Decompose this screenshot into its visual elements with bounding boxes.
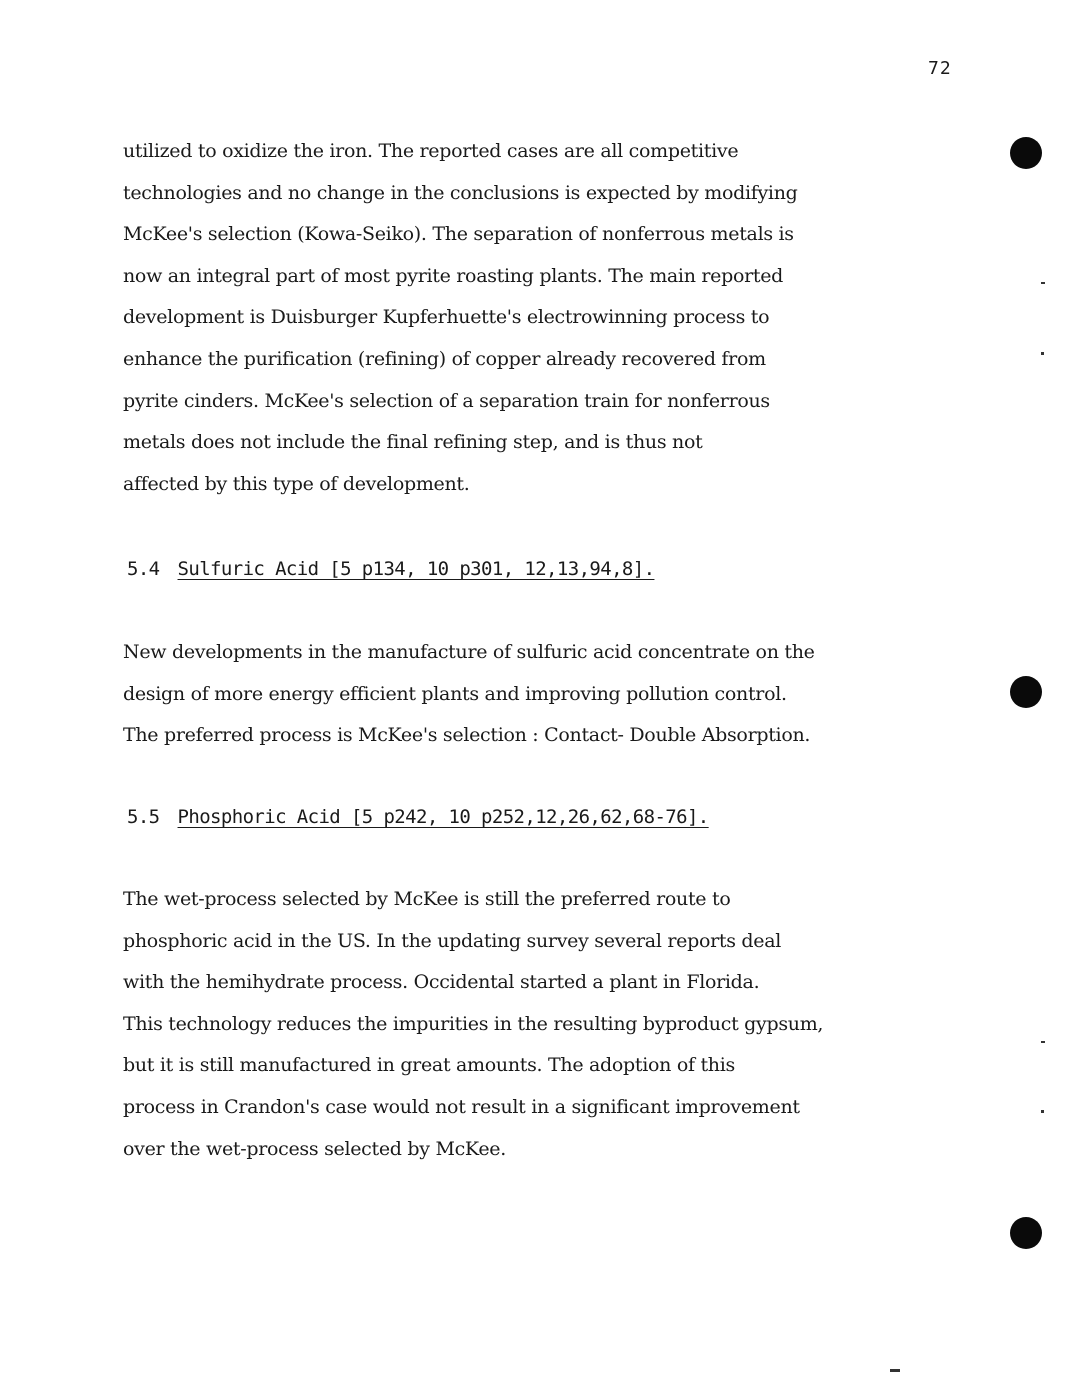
text-line: metals does not include the final refining step, and is thus not bbox=[123, 431, 703, 454]
section-title: Sulfuric Acid [5 p134, 10 p301, 12,13,94,8]. bbox=[177, 558, 655, 580]
scan-speck bbox=[890, 1369, 900, 1372]
text-line: The preferred process is McKee's selection : Contact- Double Absorption. bbox=[123, 724, 811, 747]
punch-hole-top bbox=[1010, 137, 1042, 169]
scan-speck bbox=[1041, 352, 1044, 355]
text-line: technologies and no change in the conclusions is expected by modifying bbox=[123, 181, 798, 204]
punch-hole-bottom bbox=[1010, 1217, 1042, 1249]
section-title: Phosphoric Acid [5 p242, 10 p252,12,26,62,68-76]. bbox=[177, 806, 709, 828]
paragraph-sulfuric-acid bbox=[123, 632, 903, 757]
scan-speck bbox=[1041, 1041, 1045, 1043]
text-line: phosphoric acid in the US. In the updating survey several reports deal bbox=[123, 929, 782, 952]
text-line: process in Crandon's case would not result in a significant improvement bbox=[123, 1095, 800, 1118]
text-line: This technology reduces the impurities in the resulting byproduct gypsum, bbox=[123, 1012, 824, 1035]
text-line: pyrite cinders. McKee's selection of a separation train for nonferrous bbox=[123, 389, 770, 412]
section-heading-phosphoric-acid bbox=[127, 802, 709, 832]
scan-speck bbox=[1041, 282, 1045, 284]
text-line: enhance the purification (refining) of copper already recovered from bbox=[123, 347, 766, 370]
scan-speck bbox=[1041, 1110, 1044, 1113]
section-heading-sulfuric-acid bbox=[127, 554, 654, 584]
text-line: utilized to oxidize the iron. The reported cases are all competitive bbox=[123, 140, 739, 162]
text-line: design of more energy efficient plants and improving pollution control. bbox=[123, 682, 787, 705]
text-line: now an integral part of most pyrite roasting plants. The main reported bbox=[123, 264, 784, 287]
text-line: The wet-process selected by McKee is still the preferred route to bbox=[123, 888, 731, 910]
text-line: New developments in the manufacture of sulfuric acid concentrate on the bbox=[123, 641, 815, 663]
page-number: 72 bbox=[928, 58, 952, 79]
text-line: over the wet-process selected by McKee. bbox=[123, 1137, 506, 1160]
paragraph-phosphoric-acid bbox=[123, 879, 903, 1170]
text-line: but it is still manufactured in great amounts. The adoption of this bbox=[123, 1054, 735, 1077]
text-line: McKee's selection (Kowa-Seiko). The separation of nonferrous metals is bbox=[123, 223, 794, 246]
punch-hole-middle bbox=[1010, 676, 1042, 708]
text-line: with the hemihydrate process. Occidental started a plant in Florida. bbox=[123, 971, 760, 994]
paragraph-iron-oxidation bbox=[123, 131, 903, 505]
section-number: 5.4 bbox=[127, 558, 160, 580]
section-number: 5.5 bbox=[127, 806, 160, 828]
text-line: affected by this type of development. bbox=[123, 472, 470, 495]
text-line: development is Duisburger Kupferhuette's electrowinning process to bbox=[123, 306, 770, 329]
